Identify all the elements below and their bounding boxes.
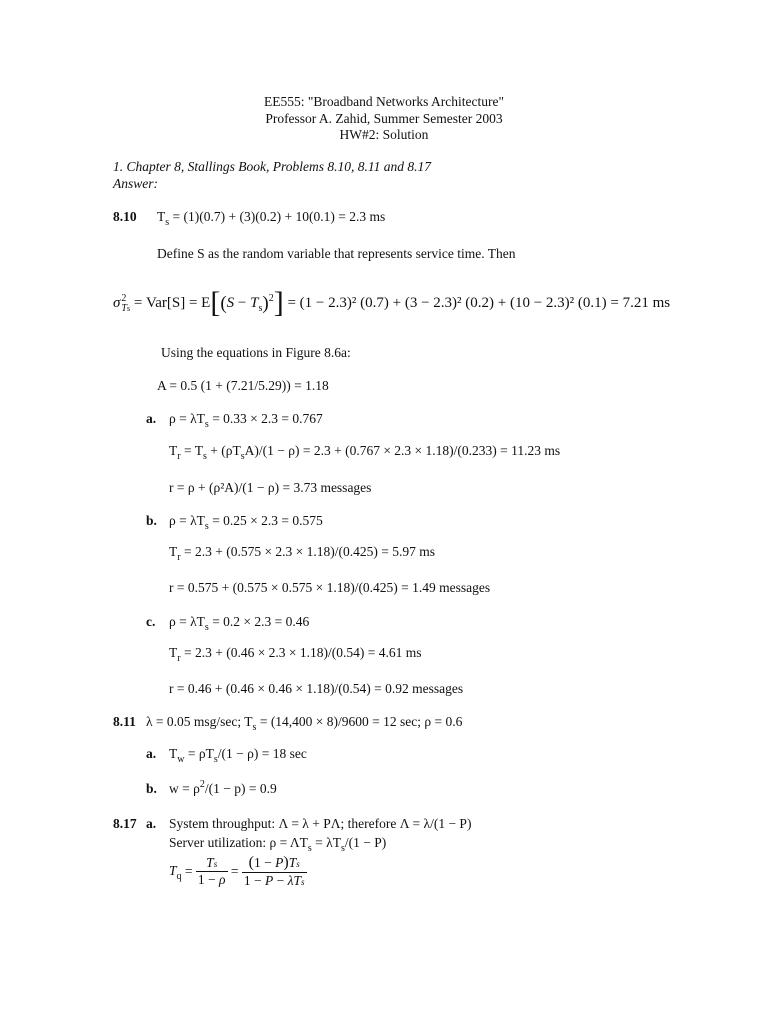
doc-subtitle: HW#2: Solution bbox=[339, 127, 429, 142]
question-line: 1. Chapter 8, Stallings Book, Problems 8.10, 8.11 and 8.17 bbox=[113, 159, 431, 174]
tw-value: /(1 − ρ) = 18 sec bbox=[217, 746, 307, 761]
part-b-tr-value: = 2.3 + (0.575 × 2.3 × 1.18)/(0.425) = 5.97 ms bbox=[183, 544, 436, 559]
part-c-tr-value: = 2.3 + (0.46 × 2.3 × 1.18)/(0.54) = 4.61 ms bbox=[183, 645, 422, 660]
w-value: /(1 − p) = 0.9 bbox=[204, 781, 277, 796]
part-a-label: a. bbox=[146, 411, 157, 426]
doc-title: EE555: "Broadband Networks Architecture" bbox=[263, 94, 505, 109]
part-b-rho-value: = 0.25 × 2.3 = 0.575 bbox=[212, 513, 323, 528]
problem-817-label: 8.17 bbox=[113, 816, 137, 831]
variance-equation: σ 2 Ts = $Var[S] = E[(S - T_s)^2] = (1 - 2.3)^2$ (0.7) + (3 − 2.3)² (0.2) + (10 − 2.3)² (0.1) = 7.21 ms bbox=[113, 286, 671, 319]
variance-lhs: = Var[S] = E bbox=[133, 295, 211, 311]
ts-equation: = (1)(0.7) + (3)(0.2) + 10(0.1) = 2.3 ms bbox=[172, 209, 386, 224]
part-a-rho: $\rho = \lambda T_s = 0.33 \times 2.3 = 0.767$ bbox=[169, 411, 323, 430]
server-mid: = λT bbox=[311, 835, 341, 850]
part-b-tr: $T_r = 2.3 + (0.575 \times 2.3 \times 1.18)/(0.425) = 5.97$ ms bbox=[169, 544, 436, 563]
part-c-rho: $\rho = \lambda T_s = 0.2 \times 2.3 = 0.46$ bbox=[169, 614, 310, 633]
part-c-tr: $T_r = 2.3 + (0.46 \times 2.3 \times 1.18)/(0.54) = 4.61$ ms bbox=[169, 645, 422, 664]
problem-811-line: λ = 0.05 msg/sec; $T_s = (14,400 \times 8)/9600 = 12$ sec; ρ = 0.6 bbox=[146, 714, 463, 733]
answer-label: Answer: bbox=[113, 176, 158, 191]
throughput-line: System throughput: Λ = λ + PΛ; therefore Λ = λ/(1 − P) bbox=[169, 816, 472, 831]
part-a-tr: $T_r = T_s + (\rho T_sA)/(1 - \rho) = 2.3 + (0.767 \times 2.3 \times 1.18)/(0.233) = 11.23$ ms bbox=[169, 443, 561, 462]
define-s-text: Define S as the random variable that represents service time. Then bbox=[157, 246, 516, 261]
a-value-line: A = 0.5 (1 + (7.21/5.29)) = 1.18 bbox=[157, 378, 329, 393]
p811-b-label: b. bbox=[146, 781, 157, 796]
server-utilization-line: Server utilization: $\rho = \Lambda T_s = \lambda T_s/(1 - P)$ bbox=[169, 835, 387, 854]
p811-b-line: $w = \rho^2/(1 - p) = 0.9$ bbox=[169, 779, 277, 796]
problem-811-label: 8.11 bbox=[113, 714, 136, 729]
p817-a-label: a. bbox=[146, 816, 157, 831]
tq-formula: $T_q$ = $\frac{Ts}{1 - \rho}$ = $\frac{(1 - P)Ts}{\text{1 − P − λTs}}$ bbox=[169, 854, 305, 888]
part-a-rho-value: = 0.33 × 2.3 = 0.767 bbox=[212, 411, 323, 426]
part-c-label: c. bbox=[146, 614, 156, 629]
problem-810-label: 8.10 bbox=[113, 209, 137, 224]
part-b-rho: $\rho = \lambda T_s = 0.25 \times 2.3 = 0.575$ bbox=[169, 513, 323, 532]
part-a-r: r = ρ + (ρ²A)/(1 − ρ) = 3.73 messages bbox=[169, 480, 372, 495]
using-equations-text: Using the equations in Figure 8.6a: bbox=[161, 345, 351, 360]
doc-professor: Professor A. Zahid, Summer Semester 2003 bbox=[265, 111, 503, 126]
part-a-tr-value: = 2.3 + (0.767 × 2.3 × 1.18)/(0.233) = 11.23 ms bbox=[302, 443, 561, 458]
part-c-r: r = 0.46 + (0.46 × 0.46 × 1.18)/(0.54) = 0.92 messages bbox=[169, 681, 464, 696]
lambda-value: λ = 0.05 msg/sec; bbox=[146, 714, 242, 729]
server-prefix: Server utilization: ρ = ΛT bbox=[169, 835, 308, 850]
p811-a-line: $T_w = \rho T_s/(1 - \rho) = 18$ sec bbox=[169, 746, 307, 765]
p811-a-label: a. bbox=[146, 746, 157, 761]
server-suffix: /(1 − P) bbox=[344, 835, 387, 850]
part-b-r: r = 0.575 + (0.575 × 0.575 × 1.18)/(0.425) = 1.49 messages bbox=[169, 580, 491, 595]
problem-810-ts: $T_s = (1)(0.7) + (3)(0.2) + 10(0.1) = 2.3$ ms bbox=[157, 209, 386, 228]
ts-value: = (14,400 × 8)/9600 = 12 sec; ρ = 0.6 bbox=[259, 714, 463, 729]
part-c-rho-value: = 0.2 × 2.3 = 0.46 bbox=[212, 614, 310, 629]
part-b-label: b. bbox=[146, 513, 157, 528]
variance-rhs: = (1 − 2.3)² (0.7) + (3 − 2.3)² (0.2) + (10 − 2.3)² (0.1) = 7.21 ms bbox=[287, 295, 671, 311]
